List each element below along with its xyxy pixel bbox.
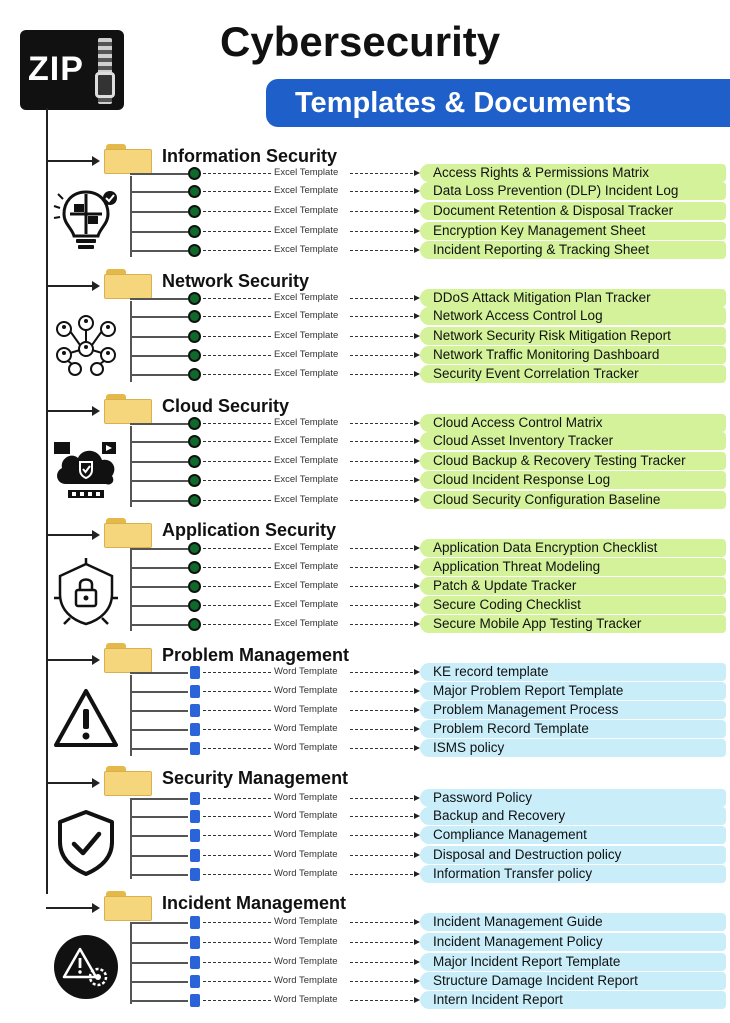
template-type-label: Excel Template <box>274 618 339 629</box>
template-type-label: Excel Template <box>274 167 339 178</box>
section-title: Information Security <box>162 146 338 166</box>
template-type-label: Excel Template <box>274 435 339 446</box>
template-item[interactable]: Structure Damage Incident Report <box>420 972 726 990</box>
word-file-icon <box>190 956 200 969</box>
word-file-icon <box>190 792 200 805</box>
word-file-icon <box>190 994 200 1007</box>
word-file-icon <box>190 723 200 736</box>
template-type-label: Excel Template <box>274 417 339 428</box>
section-connector-arrow <box>46 782 98 784</box>
list-item <box>0 539 730 558</box>
list-item <box>0 289 730 308</box>
list-item <box>0 577 730 596</box>
section-incident-management <box>0 883 730 1008</box>
section-connector-arrow <box>46 410 98 412</box>
list-item <box>0 826 730 845</box>
template-type-label: Excel Template <box>274 542 339 553</box>
template-item[interactable]: Major Incident Report Template <box>420 953 726 971</box>
excel-file-icon <box>188 542 201 555</box>
template-type-label: Excel Template <box>274 580 339 591</box>
section-security-management <box>0 758 730 883</box>
section-connector-arrow <box>46 534 98 536</box>
template-item[interactable]: ISMS policy <box>420 739 726 757</box>
template-type-label: Word Template <box>274 829 338 840</box>
word-file-icon <box>190 829 200 842</box>
template-item[interactable]: Encryption Key Management Sheet <box>420 222 726 240</box>
list-item <box>0 682 730 701</box>
list-item <box>0 471 730 490</box>
template-type-label: Word Template <box>274 810 338 821</box>
template-item[interactable]: Patch & Update Tracker <box>420 577 726 595</box>
list-item <box>0 202 730 221</box>
list-item <box>0 307 730 326</box>
section-connector-arrow <box>46 285 98 287</box>
template-type-label: Excel Template <box>274 185 339 196</box>
word-file-icon <box>190 916 200 929</box>
word-file-icon <box>190 975 200 988</box>
template-item[interactable]: Major Problem Report Template <box>420 682 726 700</box>
list-item <box>0 739 730 758</box>
excel-file-icon <box>188 167 201 180</box>
template-type-label: Excel Template <box>274 205 339 216</box>
template-type-label: Word Template <box>274 975 338 986</box>
page-subtitle-banner: Templates & Documents <box>266 79 730 127</box>
template-type-label: Word Template <box>274 704 338 715</box>
template-type-label: Excel Template <box>274 292 339 303</box>
template-type-label: Word Template <box>274 742 338 753</box>
template-item[interactable]: Access Rights & Permissions Matrix <box>420 164 726 182</box>
template-type-label: Excel Template <box>274 349 339 360</box>
excel-file-icon <box>188 244 201 257</box>
section-application-security <box>0 510 730 635</box>
list-item <box>0 663 730 682</box>
list-item <box>0 432 730 451</box>
list-item <box>0 241 730 260</box>
template-type-label: Excel Template <box>274 455 339 466</box>
template-type-label: Excel Template <box>274 474 339 485</box>
zipper-pull-icon <box>95 72 115 98</box>
list-item <box>0 701 730 720</box>
template-type-label: Word Template <box>274 849 338 860</box>
template-item[interactable]: Secure Coding Checklist <box>420 596 726 614</box>
list-item <box>0 365 730 384</box>
section-title: Network Security <box>162 271 310 291</box>
template-type-label: Word Template <box>274 868 338 879</box>
template-item[interactable]: Application Threat Modeling <box>420 558 726 576</box>
template-type-label: Excel Template <box>274 225 339 236</box>
template-item[interactable]: Cloud Backup & Recovery Testing Tracker <box>420 452 726 470</box>
template-item[interactable]: Data Loss Prevention (DLP) Incident Log <box>420 182 726 200</box>
template-type-label: Word Template <box>274 956 338 967</box>
excel-file-icon <box>188 474 201 487</box>
word-file-icon <box>190 810 200 823</box>
excel-file-icon <box>188 310 201 323</box>
excel-file-icon <box>188 618 201 631</box>
list-item <box>0 953 730 972</box>
excel-file-icon <box>188 330 201 343</box>
template-item[interactable]: KE record template <box>420 663 726 681</box>
excel-file-icon <box>188 292 201 305</box>
template-type-label: Word Template <box>274 916 338 927</box>
template-item[interactable]: Document Retention & Disposal Tracker <box>420 202 726 220</box>
list-item <box>0 615 730 634</box>
template-item[interactable]: Incident Management Guide <box>420 913 726 931</box>
list-item <box>0 720 730 739</box>
excel-file-icon <box>188 368 201 381</box>
section-problem-management <box>0 635 730 760</box>
excel-file-icon <box>188 455 201 468</box>
template-item[interactable]: Problem Management Process <box>420 701 726 719</box>
list-item <box>0 596 730 615</box>
list-item <box>0 452 730 471</box>
list-item <box>0 972 730 991</box>
excel-file-icon <box>188 599 201 612</box>
section-title: Incident Management <box>162 893 347 913</box>
word-file-icon <box>190 704 200 717</box>
section-title: Cloud Security <box>162 396 290 416</box>
list-item <box>0 789 730 808</box>
template-item[interactable]: Information Transfer policy <box>420 865 726 883</box>
list-item <box>0 807 730 826</box>
template-item[interactable]: Cloud Access Control Matrix <box>420 414 726 432</box>
section-information-security <box>0 136 730 261</box>
word-file-icon <box>190 742 200 755</box>
template-item[interactable]: Network Traffic Monitoring Dashboard <box>420 346 726 364</box>
zip-archive-icon <box>20 30 124 110</box>
word-file-icon <box>190 936 200 949</box>
excel-file-icon <box>188 494 201 507</box>
template-item[interactable]: Security Event Correlation Tracker <box>420 365 726 383</box>
template-item[interactable]: Cloud Asset Inventory Tracker <box>420 432 726 450</box>
list-item <box>0 182 730 201</box>
template-item[interactable]: Cloud Security Configuration Baseline <box>420 491 726 509</box>
list-item <box>0 933 730 952</box>
template-item[interactable]: Network Security Risk Mitigation Report <box>420 327 726 345</box>
list-item <box>0 991 730 1010</box>
excel-file-icon <box>188 417 201 430</box>
template-type-label: Excel Template <box>274 561 339 572</box>
section-connector-arrow <box>46 907 98 909</box>
template-item[interactable]: DDoS Attack Mitigation Plan Tracker <box>420 289 726 307</box>
section-network-security <box>0 261 730 386</box>
excel-file-icon <box>188 185 201 198</box>
list-item <box>0 558 730 577</box>
list-item <box>0 346 730 365</box>
template-type-label: Word Template <box>274 723 338 734</box>
excel-file-icon <box>188 561 201 574</box>
section-title: Security Management <box>162 768 349 788</box>
section-connector-arrow <box>46 160 98 162</box>
template-item[interactable]: Incident Reporting & Tracking Sheet <box>420 241 726 259</box>
template-type-label: Excel Template <box>274 368 339 379</box>
excel-file-icon <box>188 205 201 218</box>
word-file-icon <box>190 868 200 881</box>
list-item <box>0 491 730 510</box>
section-title: Problem Management <box>162 645 350 665</box>
word-file-icon <box>190 666 200 679</box>
excel-file-icon <box>188 225 201 238</box>
page-title: Cybersecurity <box>220 18 501 65</box>
template-type-label: Word Template <box>274 792 338 803</box>
list-item <box>0 164 730 183</box>
template-type-label: Word Template <box>274 685 338 696</box>
zip-label: ZIP <box>28 50 84 88</box>
template-type-label: Excel Template <box>274 599 339 610</box>
template-item[interactable]: Compliance Management <box>420 826 726 844</box>
word-file-icon <box>190 685 200 698</box>
section-title: Application Security <box>162 520 337 540</box>
template-item[interactable]: Intern Incident Report <box>420 991 726 1009</box>
list-item <box>0 846 730 865</box>
template-item[interactable]: Password Policy <box>420 789 726 807</box>
template-item[interactable]: Application Data Encryption Checklist <box>420 539 726 557</box>
template-item[interactable]: Disposal and Destruction policy <box>420 846 726 864</box>
template-type-label: Word Template <box>274 666 338 677</box>
template-type-label: Excel Template <box>274 244 339 255</box>
template-type-label: Excel Template <box>274 330 339 341</box>
template-item[interactable]: Incident Management Policy <box>420 933 726 951</box>
section-cloud-security <box>0 386 730 511</box>
template-type-label: Excel Template <box>274 494 339 505</box>
template-type-label: Word Template <box>274 936 338 947</box>
list-item <box>0 913 730 932</box>
list-item <box>0 222 730 241</box>
template-type-label: Word Template <box>274 994 338 1005</box>
template-item[interactable]: Network Access Control Log <box>420 307 726 325</box>
section-connector-arrow <box>46 659 98 661</box>
template-item[interactable]: Problem Record Template <box>420 720 726 738</box>
excel-file-icon <box>188 580 201 593</box>
list-item <box>0 327 730 346</box>
excel-file-icon <box>188 349 201 362</box>
list-item <box>0 865 730 884</box>
excel-file-icon <box>188 435 201 448</box>
list-item <box>0 414 730 433</box>
template-item[interactable]: Cloud Incident Response Log <box>420 471 726 489</box>
template-item[interactable]: Secure Mobile App Testing Tracker <box>420 615 726 633</box>
template-item[interactable]: Backup and Recovery <box>420 807 726 825</box>
template-type-label: Excel Template <box>274 310 339 321</box>
word-file-icon <box>190 849 200 862</box>
